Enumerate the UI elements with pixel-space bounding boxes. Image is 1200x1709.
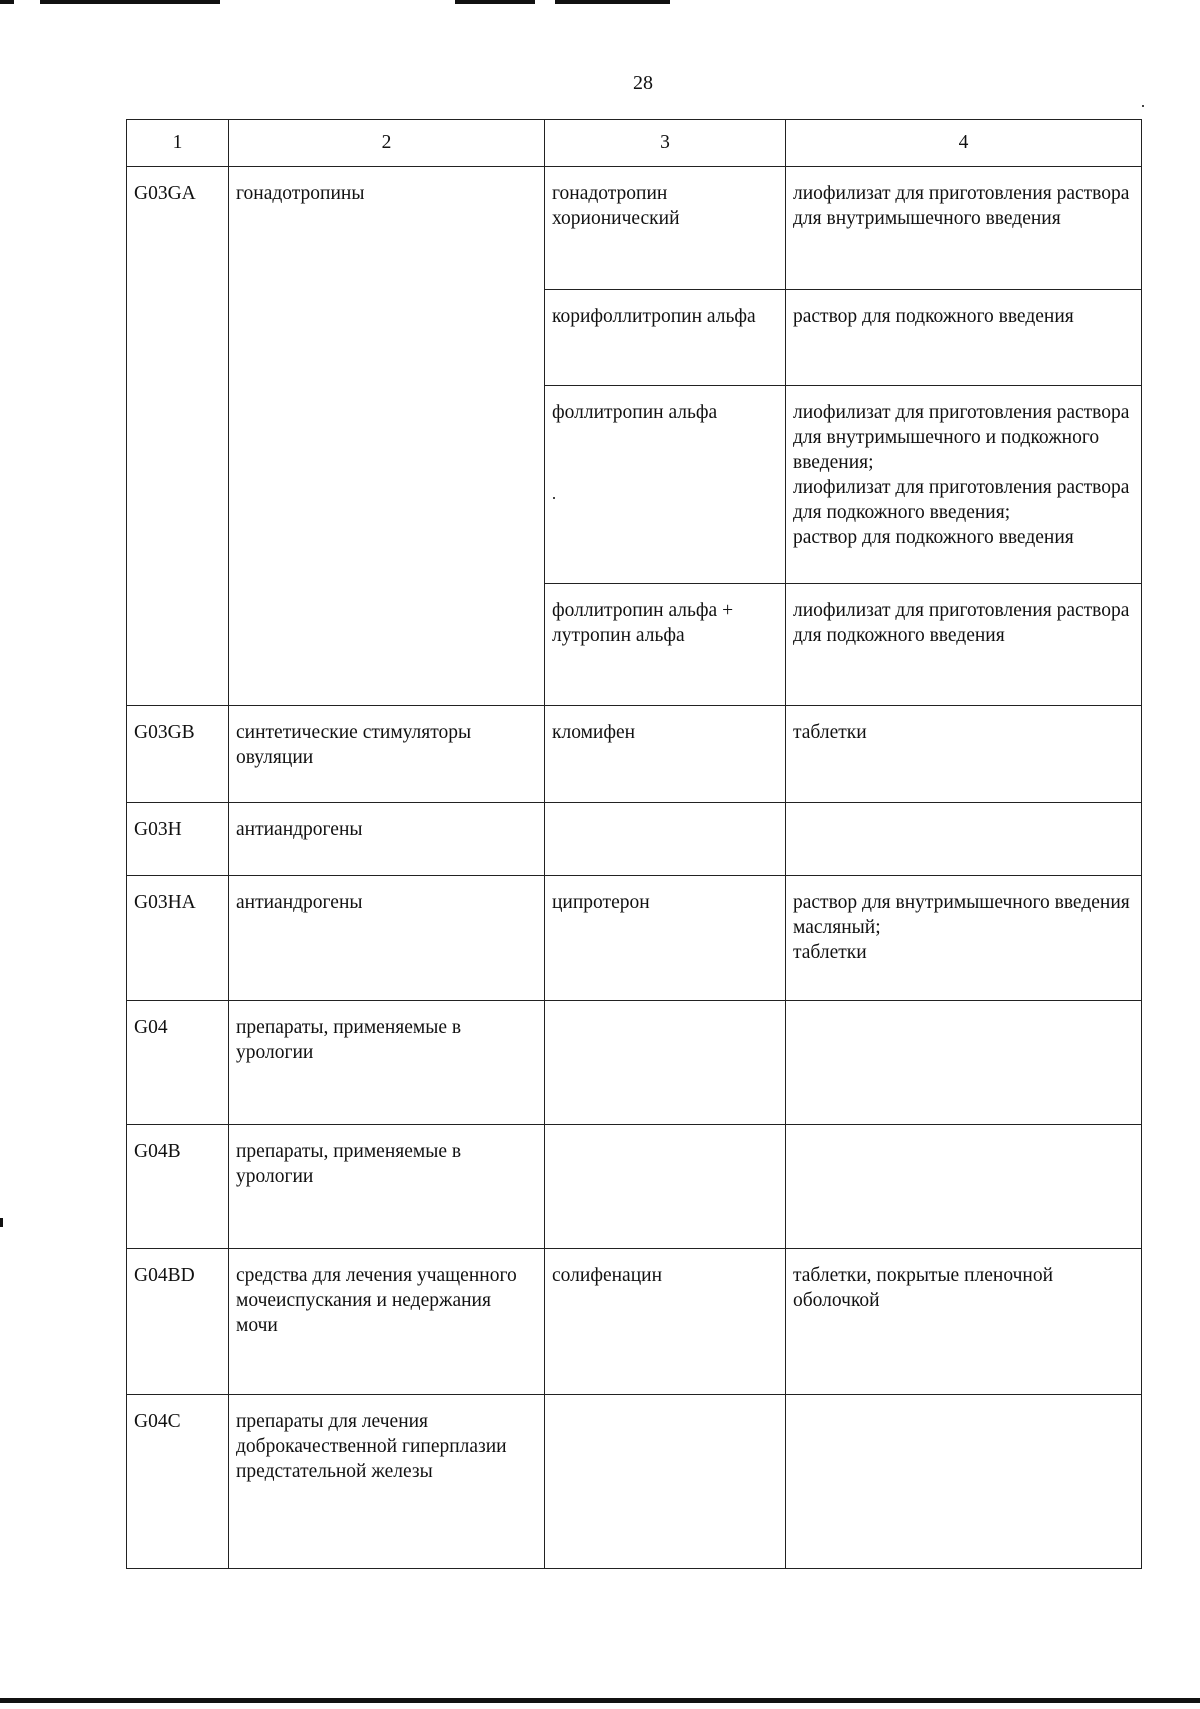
table-row [127, 803, 1142, 876]
drug-name-cell: фоллитропин альфа [545, 386, 786, 584]
table-header-row [127, 120, 1142, 167]
scan-mark-top [0, 0, 14, 4]
drug-name-cell [545, 1125, 786, 1249]
dosage-form-cell: лиофилизат для приготовления раствора для подкожного введения [786, 584, 1142, 706]
scan-mark-top [455, 0, 535, 4]
group-name-cell: антиандрогены [229, 876, 545, 1001]
group-name-cell: гонадотропины [229, 167, 545, 706]
group-name-cell: препараты, применяемые в урологии [229, 1001, 545, 1125]
table-row [127, 1001, 1142, 1125]
atc-code-cell: G04 [127, 1001, 229, 1125]
dosage-form-cell: таблетки [786, 706, 1142, 803]
group-name-cell: препараты для лечения доброкачественной гиперплазии предстательной железы [229, 1395, 545, 1569]
scan-speck [1142, 105, 1144, 107]
drug-name-cell: кломифен [545, 706, 786, 803]
dosage-form-cell: раствор для внутримышечного введения масляный; таблетки [786, 876, 1142, 1001]
dosage-form-cell: таблетки, покрытые пленочной оболочкой [786, 1249, 1142, 1395]
header-cell: 2 [229, 120, 545, 167]
header-cell: 3 [545, 120, 786, 167]
atc-code-cell: G03H [127, 803, 229, 876]
drug-name-cell [545, 1001, 786, 1125]
page-number: 28 [633, 72, 653, 94]
atc-code-cell: G04B [127, 1125, 229, 1249]
atc-code-cell: G04C [127, 1395, 229, 1569]
drug-name-cell: гонадотропин хорионический [545, 167, 786, 290]
dosage-form-cell [786, 1125, 1142, 1249]
dosage-form-cell [786, 1001, 1142, 1125]
dosage-form-cell: лиофилизат для приготовления раствора для внутримышечного и подкожного введения; лиофилизат для приготовления раствора для подкожного введения; раствор для подкожного введения [786, 386, 1142, 584]
drug-table [126, 119, 1142, 1569]
atc-code-cell: G03GA [127, 167, 229, 706]
table-row [127, 1395, 1142, 1569]
drug-name-cell [545, 803, 786, 876]
group-name-cell: препараты, применяемые в урологии [229, 1125, 545, 1249]
dosage-form-cell [786, 1395, 1142, 1569]
group-name-cell: синтетические стимуляторы овуляции [229, 706, 545, 803]
atc-code-cell: G03GB [127, 706, 229, 803]
drug-name-cell: ципротерон [545, 876, 786, 1001]
scan-mark-bottom [0, 1698, 1200, 1703]
table-row [127, 1125, 1142, 1249]
scan-mark-left [0, 1218, 3, 1227]
scan-mark-top [555, 0, 670, 4]
drug-name-cell: солифенацин [545, 1249, 786, 1395]
header-cell: 1 [127, 120, 229, 167]
dosage-form-cell: раствор для подкожного введения [786, 290, 1142, 386]
drug-name-cell [545, 1395, 786, 1569]
table-row [127, 876, 1142, 1001]
table-row [127, 706, 1142, 803]
atc-code-cell: G04BD [127, 1249, 229, 1395]
header-cell: 4 [786, 120, 1142, 167]
dosage-form-cell: лиофилизат для приготовления раствора для внутримышечного введения [786, 167, 1142, 290]
scan-mark-top [40, 0, 220, 4]
dosage-form-cell [786, 803, 1142, 876]
table-row [127, 167, 1142, 290]
atc-code-cell: G03HA [127, 876, 229, 1001]
table-row [127, 1249, 1142, 1395]
drug-name-cell: корифоллитропин альфа [545, 290, 786, 386]
group-name-cell: антиандрогены [229, 803, 545, 876]
drug-name-cell: фоллитропин альфа + лутропин альфа [545, 584, 786, 706]
group-name-cell: средства для лечения учащенного мочеиспускания и недержания мочи [229, 1249, 545, 1395]
